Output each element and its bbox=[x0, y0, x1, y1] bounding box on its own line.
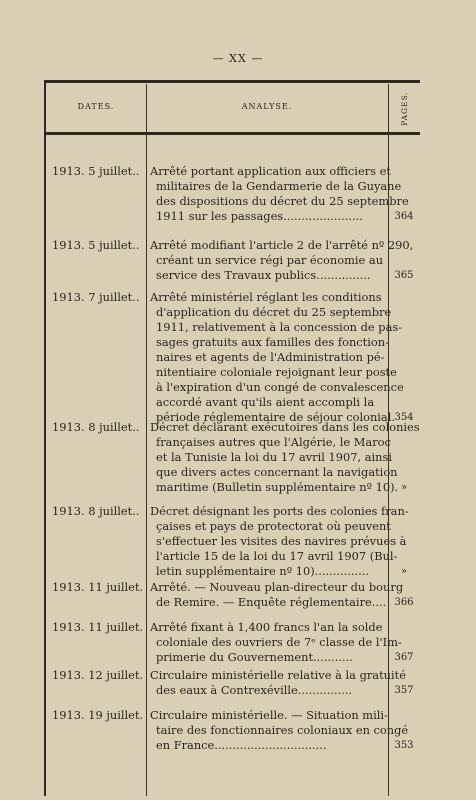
entry-line: et la Tunisie la loi du 17 avril 1907, ainsi bbox=[156, 450, 393, 464]
entry-line: françaises autres que l'Algérie, le Maroc bbox=[156, 435, 391, 449]
entry-analysis bbox=[150, 504, 409, 579]
entry-line: créant un service régi par économie au bbox=[156, 253, 384, 267]
entry-line: 1911 sur les passages...................... bbox=[156, 209, 363, 223]
entry-line: nitentiaire coloniale rejoignant leur poste bbox=[156, 365, 397, 379]
entry-line: que divers actes concernant la navigation bbox=[156, 465, 398, 479]
entry-line: çaises et pays de protectorat où peuvent bbox=[156, 519, 391, 533]
entry-line: Arrêté ministériel réglant les conditions bbox=[150, 290, 382, 304]
entry-date: 1913. 12 juillet. bbox=[52, 668, 144, 682]
entry-line: letin supplémentaire nº 10)............... bbox=[156, 564, 369, 578]
entry-line: Arrêté fixant à 1,400 francs l'an la solde bbox=[150, 620, 383, 634]
entry-line: militaires de la Gendarmerie de la Guyane bbox=[156, 179, 402, 193]
entry-line: l'article 15 de la loi du 17 avril 1907 (Bul- bbox=[156, 549, 398, 563]
entry-line: Décret désignant les ports des colonies fran- bbox=[150, 504, 409, 518]
entry-line: des dispositions du décret du 25 septembre bbox=[156, 194, 409, 208]
entry-line: Décret déclarant exécutoires dans les colonies bbox=[150, 420, 420, 434]
entry-analysis bbox=[150, 420, 420, 495]
entry-line: Arrêté portant application aux officiers et bbox=[150, 164, 391, 178]
entry-date: 1913. 11 juillet. bbox=[52, 580, 144, 594]
entry-date: 1913. 11 juillet. bbox=[52, 620, 144, 634]
entry-line: Arrêté. — Nouveau plan-directeur du bourg bbox=[150, 580, 404, 594]
entry-page: 365 bbox=[394, 270, 414, 281]
entry-page: 364 bbox=[394, 211, 414, 222]
entry-page: 367 bbox=[394, 652, 414, 663]
entry-date: 1913. 7 juillet.. bbox=[52, 290, 140, 304]
entry-page: 354 bbox=[394, 412, 414, 423]
entry-line: coloniale des ouvriers de 7ᵉ classe de l'Im- bbox=[156, 635, 402, 649]
entry-line: primerie du Gouvernement........... bbox=[156, 650, 353, 664]
entry-line: 1911, relativement à la concession de pas- bbox=[156, 320, 403, 334]
entry-line: service des Travaux publics............... bbox=[156, 268, 371, 282]
header-analyse: ANALYSE. bbox=[241, 102, 293, 111]
entry-line: à l'expiration d'un congé de convalescence bbox=[156, 380, 404, 394]
entry-line: de Remire. — Enquête réglementaire.... bbox=[156, 595, 387, 609]
entry-page: 353 bbox=[394, 740, 414, 751]
entry-line: sages gratuits aux familles des fonction- bbox=[156, 335, 389, 349]
entry-line: des eaux à Contrexéville............... bbox=[156, 683, 353, 697]
entry-date: 1913. 8 juillet.. bbox=[52, 420, 140, 434]
index-table bbox=[44, 80, 420, 796]
entry-line: naires et agents de l'Administration pé- bbox=[156, 350, 385, 364]
entry-line: taire des fonctionnaires coloniaux en congé bbox=[156, 723, 409, 737]
page-number: — XX — bbox=[212, 52, 264, 65]
entry-page: » bbox=[400, 566, 408, 577]
entry-date: 1913. 5 juillet.. bbox=[52, 164, 140, 178]
entry-page: » bbox=[400, 482, 408, 493]
entry-line: d'application du décret du 25 septembre bbox=[156, 305, 392, 319]
entry-date: 1913. 19 juillet. bbox=[52, 708, 144, 722]
entry-line: en France............................... bbox=[156, 738, 327, 752]
header-pages: PAGES. bbox=[399, 90, 409, 126]
entry-line: Arrêté modifiant l'article 2 de l'arrêté nº 290, bbox=[150, 238, 414, 252]
top-rule bbox=[46, 80, 420, 83]
header-rule bbox=[46, 132, 420, 135]
entry-date: 1913. 8 juillet.. bbox=[52, 504, 140, 518]
entry-line: Circulaire ministérielle. — Situation mili- bbox=[150, 708, 388, 722]
entry-line: Circulaire ministérielle relative à la gratuité bbox=[150, 668, 406, 682]
entry-line: s'effectuer les visites des navires prévues à bbox=[156, 534, 407, 548]
entry-date: 1913. 5 juillet.. bbox=[52, 238, 140, 252]
entry-line: accordé avant qu'ils aient accompli la bbox=[156, 395, 375, 409]
entry-line: période réglementaire de séjour colonial. bbox=[156, 410, 395, 424]
entry-line: maritime (Bulletin supplémentaire nº 10). bbox=[156, 480, 399, 494]
column-divider-dates bbox=[146, 84, 147, 796]
header-dates: DATES. bbox=[77, 102, 115, 111]
entry-page: 366 bbox=[394, 597, 414, 608]
entry-analysis bbox=[150, 620, 402, 665]
entry-page: 357 bbox=[394, 685, 414, 696]
header-pages-cell bbox=[390, 84, 418, 132]
